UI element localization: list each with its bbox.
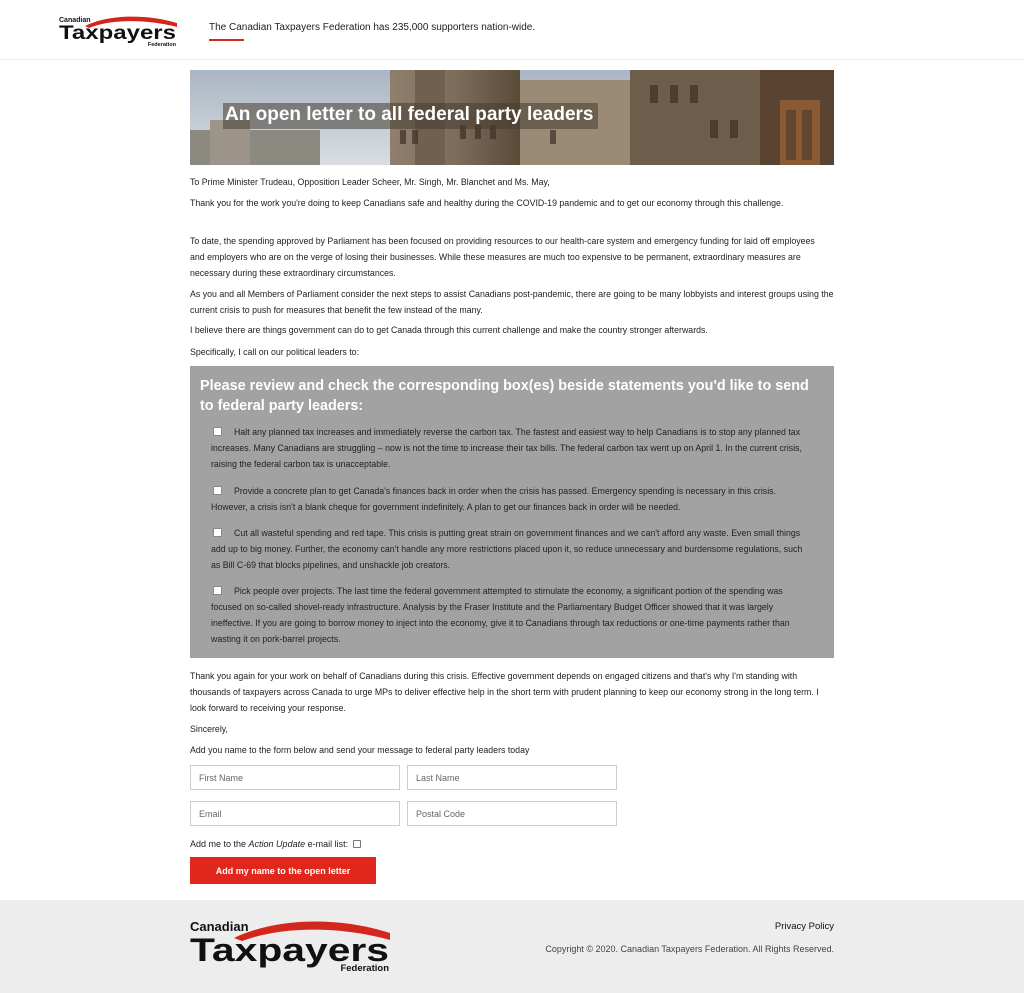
statement-text: Provide a concrete plan to get Canada's finances back in order when the crisis has passed. Emergency spending is necessary in this crisis. However, a crisis isn't a blank cheque for government indefinitely. A plan to get our finances back in order will be needed. xyxy=(211,486,776,512)
closing-paragraph: Thank you again for your work on behalf of Canadians during this crisis. Effective government depends on engaged citizens and that's why I'm standing with thousands of taxpayers across Canada to urge MPs to deliver effective help in the short term with prudent planning to keep our economy strong in the long term. I look forward to receiving your response. xyxy=(190,671,819,713)
letter-paragraph: To date, the spending approved by Parliament has been focused on providing resources to our health-care system and emergency funding for laid off employees and employers who are on the verge of losing their businesses. While these measures are much too expensive to be permanent, extraordinary measures are necessary during these extraordinary circumstances. xyxy=(190,236,815,278)
statement-item xyxy=(211,424,811,472)
statement-checkbox[interactable] xyxy=(213,486,222,495)
submit-button[interactable]: Add my name to the open letter xyxy=(190,857,376,884)
optin-label-prefix: Add me to the xyxy=(190,839,249,849)
site-footer xyxy=(0,900,1024,993)
site-header xyxy=(0,0,1024,60)
footer-ctf-logo[interactable] xyxy=(190,917,392,973)
footer-logo-top-text: Canadian xyxy=(190,919,249,934)
optin-checkbox[interactable] xyxy=(353,840,361,848)
hero-banner xyxy=(190,70,834,165)
tagline-underline xyxy=(209,39,244,41)
statement-checkbox[interactable] xyxy=(213,528,222,537)
statement-text: Cut all wasteful spending and red tape. This crisis is putting great strain on government finances and we can't afford any waste. Even small things add up to big money. Further, the economy can't handle any more restrictions placed upon it, so reduce unnecessary and burdensome regulations, such as Bill C-69 that blocks pipelines, and unshackle job creators. xyxy=(211,528,803,570)
ctf-logo[interactable] xyxy=(59,13,179,47)
letter-salutation: To Prime Minister Trudeau, Opposition Leader Scheer, Mr. Singh, Mr. Blanchet and Ms. May, xyxy=(190,177,550,187)
statement-checkbox[interactable] xyxy=(213,427,222,436)
postal-code-field[interactable] xyxy=(407,801,617,826)
statement-item xyxy=(211,583,811,647)
email-field[interactable] xyxy=(190,801,400,826)
footer-logo-main-text: Taxpayers xyxy=(190,932,389,968)
letter-paragraph: Thank you for the work you're doing to keep Canadians safe and healthy during the COVID-19 pandemic and to get our economy through this challenge. xyxy=(190,198,784,208)
email-optin xyxy=(190,837,361,851)
logo-main-text: Taxpayers xyxy=(59,23,176,44)
optin-label-suffix: e-mail list: xyxy=(305,839,349,849)
letter-paragraph: As you and all Members of Parliament consider the next steps to assist Canadians post-pandemic, there are going to be many lobbyists and interest groups using the current crisis to push for measures that benefit the few instead of the many. xyxy=(190,289,834,315)
statement-item xyxy=(211,483,811,515)
optin-label-emphasis: Action Update xyxy=(248,839,306,849)
last-name-field[interactable] xyxy=(407,765,617,790)
footer-logo-sub-text: Federation xyxy=(340,963,389,973)
signoff: Sincerely, xyxy=(190,724,228,734)
logo-sub-text: Federation xyxy=(147,42,176,47)
statement-text: Halt any planned tax increases and immediately reverse the carbon tax. The fastest and easiest way to help Canadians is to stop any planned tax increases. Many Canadians are struggling – now is not the time to increase their tax bills. The federal carbon tax went up on April 1. In the current crisis, raising the federal carbon tax is unacceptable. xyxy=(211,427,802,469)
privacy-policy-link[interactable]: Privacy Policy xyxy=(774,921,834,932)
supporters-tagline: The Canadian Taxpayers Federation has 235,000 supporters nation-wide. xyxy=(209,22,536,33)
page-title: An open letter to all federal party leaders xyxy=(223,103,598,129)
statements-box xyxy=(190,366,834,658)
statement-text: Pick people over projects. The last time the federal government attempted to stimulate the economy, a significant portion of the spending was focused on so-called shovel-ready infrastructure. Analysis by the Fraser Institute and the Parliamentary Budget Officer showed that it was largely ineffective. If you are going to borrow money to inject into the economy, give it to Canadians through tax reductions or one-time payments rather than wasting it on pork-barrel projects. xyxy=(211,586,790,644)
letter-paragraph: Specifically, I call on our political leaders to: xyxy=(190,347,360,357)
logo-top-text: Canadian xyxy=(59,17,91,24)
first-name-field[interactable] xyxy=(190,765,400,790)
statement-item xyxy=(211,525,811,573)
form-intro: Add you name to the form below and send your message to federal party leaders today xyxy=(190,745,530,755)
statement-checkbox[interactable] xyxy=(213,586,222,595)
statements-title: Please review and check the corresponding box(es) beside statements you'd like to send to federal party leaders: xyxy=(200,378,809,414)
letter-paragraph: I believe there are things government can do to get Canada through this current challenge and make the country stronger afterwards. xyxy=(190,325,708,335)
copyright-text: Copyright © 2020. Canadian Taxpayers Federation. All Rights Reserved. xyxy=(545,944,834,954)
